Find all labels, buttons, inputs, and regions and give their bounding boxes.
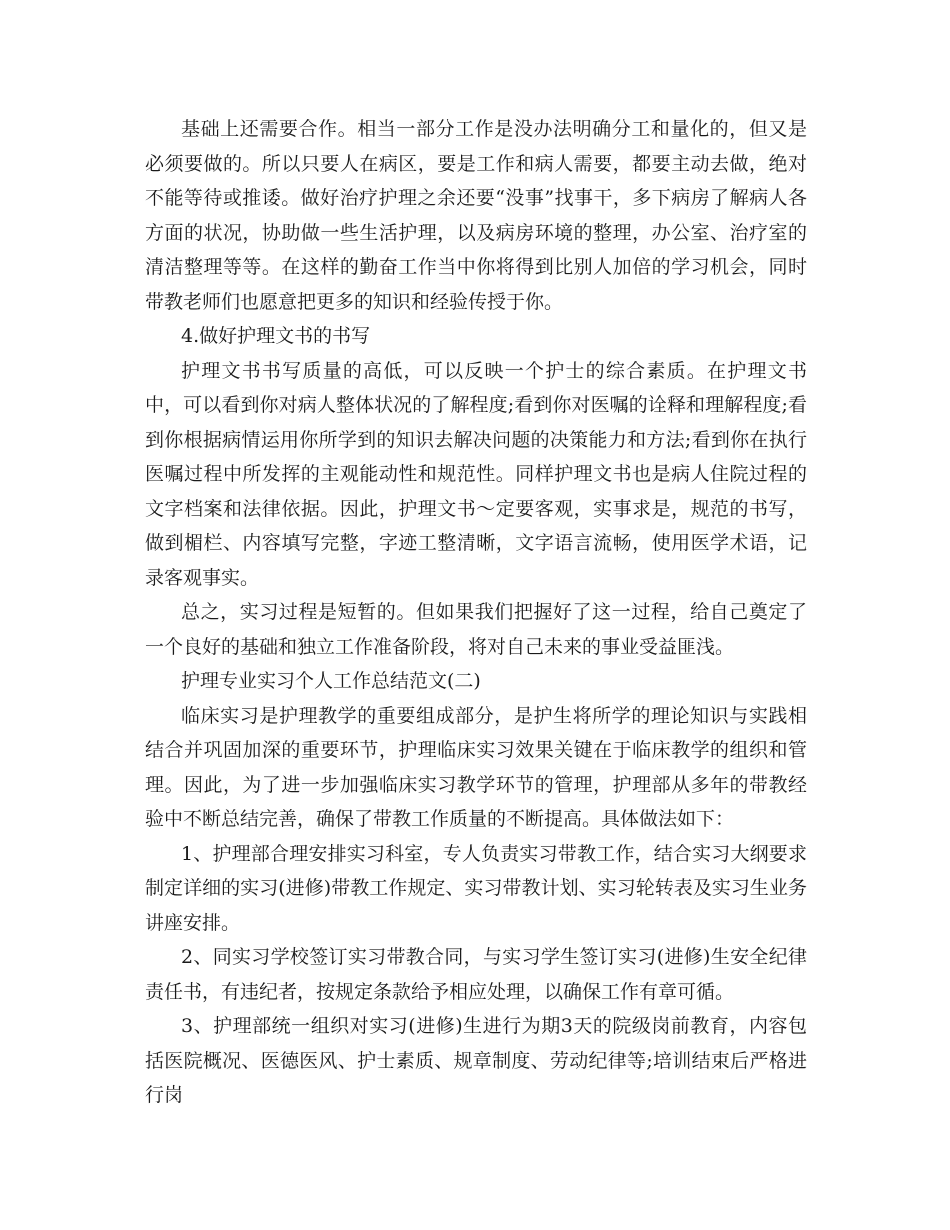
section-title-example-2: 护理专业实习个人工作总结范文(二) [181, 670, 481, 692]
section-heading-nursing-records: 4.做好护理文书的书写 [181, 325, 371, 347]
paragraph-nursing-records: 护理文书书写质量的高低，可以反映一个护士的综合素质。在护理文书中，可以看到你对病人整体状况的了解程度;看到你对医嘱的诠释和理解程度;看到你根据病情运用你所学到的知识去解决问题的决策能力和方法;看到你在执行医嘱过程中所发挥的主观能动性和规范性。同样护理文书也是病人住院过程的文字档案和法律依据。因此，护理文书～定要客观，实事求是，规范的书写，做到楣栏、内容填写完整，字迹工整清晰，文字语言流畅，使用医学术语，记录客观事实。 [145, 359, 807, 589]
list-item-2: 2、同实习学校签订实习带教合同，与实习学生签订实习(进修)生安全纪律责任书，有违纪者，按规定条款给予相应处理，以确保工作有章可循。 [145, 946, 807, 1003]
document-body [145, 112, 807, 1113]
paragraph-teamwork: 基础上还需要合作。相当一部分工作是没办法明确分工和量化的，但又是必须要做的。所以只要人在病区，要是工作和病人需要，都要主动去做，绝对不能等待或推诿。做好治疗护理之余还要“没事”找事干，多下病房了解病人各方面的状况，协助做一些生活护理，以及病房环境的整理，办公室、治疗室的清洁整理等等。在这样的勤奋工作当中你将得到比别人加倍的学习机会，同时带教老师们也愿意把更多的知识和经验传授于你。 [145, 118, 807, 313]
list-item-1: 1、护理部合理安排实习科室，专人负责实习带教工作，结合实习大纲要求制定详细的实习(进修)带教工作规定、实习带教计划、实习轮转表及实习生业务讲座安排。 [145, 842, 807, 934]
paragraph-clinical-practice: 临床实习是护理教学的重要组成部分，是护生将所学的理论知识与实践相结合并巩固加深的重要环节，护理临床实习效果关键在于临床教学的组织和管理。因此，为了进一步加强临床实习教学环节的管理，护理部从多年的带教经验中不断总结完善，确保了带教工作质量的不断提高。具体做法如下： [145, 704, 807, 830]
list-item-3: 3、护理部统一组织对实习(进修)生进行为期3天的院级岗前教育，内容包括医院概况、医德医风、护士素质、规章制度、劳动纪律等;培训结束后严格进行岗 [145, 1015, 807, 1106]
paragraph-summary: 总之，实习过程是短暂的。但如果我们把握好了这一过程，给自己奠定了一个良好的基础和独立工作准备阶段，将对自己未来的事业受益匪浅。 [145, 601, 807, 658]
